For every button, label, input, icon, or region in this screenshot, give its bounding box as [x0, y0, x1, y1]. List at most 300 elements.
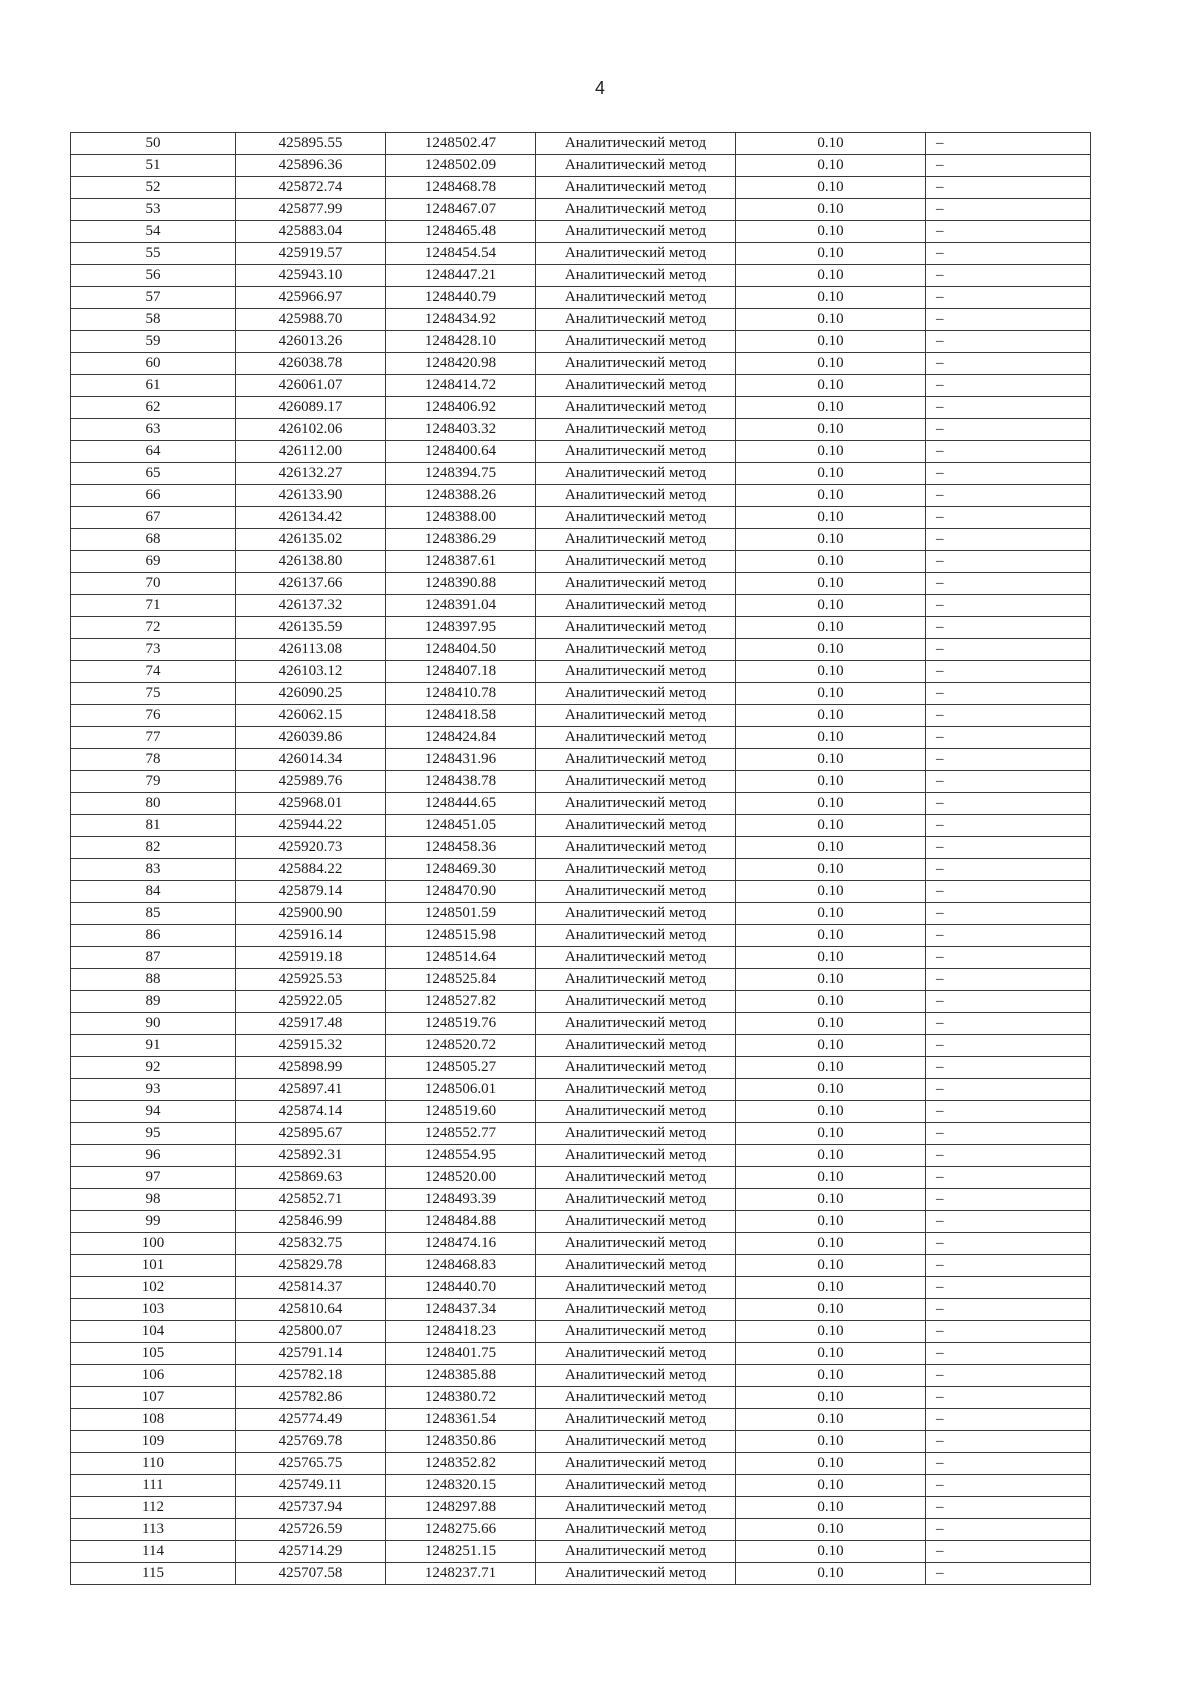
accuracy-cell: 0.10	[736, 815, 926, 837]
method-cell: Аналитический метод	[536, 1035, 736, 1057]
accuracy-cell: 0.10	[736, 705, 926, 727]
point-number-cell: 86	[71, 925, 236, 947]
table-row	[71, 199, 1091, 221]
point-number-cell: 88	[71, 969, 236, 991]
x-coordinate-cell: 426132.27	[236, 463, 386, 485]
note-cell: –	[926, 133, 1091, 155]
accuracy-cell: 0.10	[736, 1145, 926, 1167]
method-cell: Аналитический метод	[536, 463, 736, 485]
x-coordinate-cell: 425917.48	[236, 1013, 386, 1035]
point-number-cell: 68	[71, 529, 236, 551]
table-row	[71, 859, 1091, 881]
y-coordinate-cell: 1248447.21	[386, 265, 536, 287]
x-coordinate-cell: 425726.59	[236, 1519, 386, 1541]
y-coordinate-cell: 1248428.10	[386, 331, 536, 353]
y-coordinate-cell: 1248434.92	[386, 309, 536, 331]
note-cell: –	[926, 595, 1091, 617]
x-coordinate-cell: 425896.36	[236, 155, 386, 177]
method-cell: Аналитический метод	[536, 573, 736, 595]
accuracy-cell: 0.10	[736, 507, 926, 529]
x-coordinate-cell: 426061.07	[236, 375, 386, 397]
x-coordinate-cell: 425769.78	[236, 1431, 386, 1453]
accuracy-cell: 0.10	[736, 573, 926, 595]
point-number-cell: 52	[71, 177, 236, 199]
table-row	[71, 419, 1091, 441]
method-cell: Аналитический метод	[536, 441, 736, 463]
table-row	[71, 1321, 1091, 1343]
x-coordinate-cell: 426013.26	[236, 331, 386, 353]
note-cell: –	[926, 507, 1091, 529]
x-coordinate-cell: 425968.01	[236, 793, 386, 815]
accuracy-cell: 0.10	[736, 155, 926, 177]
table-row	[71, 1101, 1091, 1123]
method-cell: Аналитический метод	[536, 133, 736, 155]
method-cell: Аналитический метод	[536, 705, 736, 727]
x-coordinate-cell: 425707.58	[236, 1563, 386, 1585]
x-coordinate-cell: 425879.14	[236, 881, 386, 903]
accuracy-cell: 0.10	[736, 1189, 926, 1211]
x-coordinate-cell: 425846.99	[236, 1211, 386, 1233]
accuracy-cell: 0.10	[736, 441, 926, 463]
table-row	[71, 243, 1091, 265]
x-coordinate-cell: 425829.78	[236, 1255, 386, 1277]
note-cell: –	[926, 441, 1091, 463]
y-coordinate-cell: 1248519.60	[386, 1101, 536, 1123]
table-row	[71, 1057, 1091, 1079]
y-coordinate-cell: 1248352.82	[386, 1453, 536, 1475]
method-cell: Аналитический метод	[536, 1299, 736, 1321]
table-row	[71, 375, 1091, 397]
table-row	[71, 1365, 1091, 1387]
table-row	[71, 1387, 1091, 1409]
x-coordinate-cell: 425874.14	[236, 1101, 386, 1123]
method-cell: Аналитический метод	[536, 1013, 736, 1035]
x-coordinate-cell: 425900.90	[236, 903, 386, 925]
method-cell: Аналитический метод	[536, 1167, 736, 1189]
y-coordinate-cell: 1248469.30	[386, 859, 536, 881]
method-cell: Аналитический метод	[536, 529, 736, 551]
method-cell: Аналитический метод	[536, 859, 736, 881]
method-cell: Аналитический метод	[536, 353, 736, 375]
method-cell: Аналитический метод	[536, 1343, 736, 1365]
x-coordinate-cell: 425737.94	[236, 1497, 386, 1519]
x-coordinate-cell: 426039.86	[236, 727, 386, 749]
y-coordinate-cell: 1248454.54	[386, 243, 536, 265]
page-number: 4	[594, 78, 605, 98]
point-number-cell: 110	[71, 1453, 236, 1475]
x-coordinate-cell: 425714.29	[236, 1541, 386, 1563]
y-coordinate-cell: 1248386.29	[386, 529, 536, 551]
y-coordinate-cell: 1248554.95	[386, 1145, 536, 1167]
y-coordinate-cell: 1248400.64	[386, 441, 536, 463]
accuracy-cell: 0.10	[736, 1299, 926, 1321]
point-number-cell: 106	[71, 1365, 236, 1387]
point-number-cell: 103	[71, 1299, 236, 1321]
table-row	[71, 1343, 1091, 1365]
accuracy-cell: 0.10	[736, 419, 926, 441]
point-number-cell: 107	[71, 1387, 236, 1409]
y-coordinate-cell: 1248407.18	[386, 661, 536, 683]
point-number-cell: 69	[71, 551, 236, 573]
method-cell: Аналитический метод	[536, 287, 736, 309]
note-cell: –	[926, 221, 1091, 243]
point-number-cell: 76	[71, 705, 236, 727]
note-cell: –	[926, 947, 1091, 969]
table-row	[71, 837, 1091, 859]
point-number-cell: 101	[71, 1255, 236, 1277]
x-coordinate-cell: 426112.00	[236, 441, 386, 463]
x-coordinate-cell: 426137.32	[236, 595, 386, 617]
table-row	[71, 1079, 1091, 1101]
method-cell: Аналитический метод	[536, 1189, 736, 1211]
note-cell: –	[926, 1233, 1091, 1255]
point-number-cell: 54	[71, 221, 236, 243]
x-coordinate-cell: 425892.31	[236, 1145, 386, 1167]
x-coordinate-cell: 426133.90	[236, 485, 386, 507]
point-number-cell: 56	[71, 265, 236, 287]
method-cell: Аналитический метод	[536, 793, 736, 815]
note-cell: –	[926, 1563, 1091, 1585]
x-coordinate-cell: 425765.75	[236, 1453, 386, 1475]
note-cell: –	[926, 793, 1091, 815]
point-number-cell: 105	[71, 1343, 236, 1365]
accuracy-cell: 0.10	[736, 1563, 926, 1585]
y-coordinate-cell: 1248251.15	[386, 1541, 536, 1563]
method-cell: Аналитический метод	[536, 199, 736, 221]
accuracy-cell: 0.10	[736, 177, 926, 199]
note-cell: –	[926, 529, 1091, 551]
y-coordinate-cell: 1248388.00	[386, 507, 536, 529]
y-coordinate-cell: 1248237.71	[386, 1563, 536, 1585]
accuracy-cell: 0.10	[736, 991, 926, 1013]
y-coordinate-cell: 1248519.76	[386, 1013, 536, 1035]
note-cell: –	[926, 1475, 1091, 1497]
accuracy-cell: 0.10	[736, 1035, 926, 1057]
y-coordinate-cell: 1248420.98	[386, 353, 536, 375]
x-coordinate-cell: 425916.14	[236, 925, 386, 947]
method-cell: Аналитический метод	[536, 727, 736, 749]
y-coordinate-cell: 1248418.23	[386, 1321, 536, 1343]
point-number-cell: 93	[71, 1079, 236, 1101]
point-number-cell: 70	[71, 573, 236, 595]
method-cell: Аналитический метод	[536, 177, 736, 199]
x-coordinate-cell: 425832.75	[236, 1233, 386, 1255]
table-row	[71, 793, 1091, 815]
note-cell: –	[926, 375, 1091, 397]
y-coordinate-cell: 1248520.72	[386, 1035, 536, 1057]
table-row	[71, 705, 1091, 727]
x-coordinate-cell: 425782.86	[236, 1387, 386, 1409]
note-cell: –	[926, 177, 1091, 199]
y-coordinate-cell: 1248418.58	[386, 705, 536, 727]
point-number-cell: 111	[71, 1475, 236, 1497]
table-row	[71, 1409, 1091, 1431]
method-cell: Аналитический метод	[536, 947, 736, 969]
table-row	[71, 683, 1091, 705]
table-row	[71, 1277, 1091, 1299]
method-cell: Аналитический метод	[536, 815, 736, 837]
x-coordinate-cell: 425895.67	[236, 1123, 386, 1145]
x-coordinate-cell: 425877.99	[236, 199, 386, 221]
x-coordinate-cell: 426014.34	[236, 749, 386, 771]
x-coordinate-cell: 425915.32	[236, 1035, 386, 1057]
accuracy-cell: 0.10	[736, 1123, 926, 1145]
note-cell: –	[926, 419, 1091, 441]
table-row	[71, 331, 1091, 353]
y-coordinate-cell: 1248451.05	[386, 815, 536, 837]
point-number-cell: 61	[71, 375, 236, 397]
table-row	[71, 1123, 1091, 1145]
x-coordinate-cell: 425852.71	[236, 1189, 386, 1211]
table-row	[71, 177, 1091, 199]
method-cell: Аналитический метод	[536, 1431, 736, 1453]
table-row	[71, 1453, 1091, 1475]
accuracy-cell: 0.10	[736, 793, 926, 815]
accuracy-cell: 0.10	[736, 1013, 926, 1035]
method-cell: Аналитический метод	[536, 1453, 736, 1475]
x-coordinate-cell: 426062.15	[236, 705, 386, 727]
y-coordinate-cell: 1248493.39	[386, 1189, 536, 1211]
note-cell: –	[926, 1167, 1091, 1189]
note-cell: –	[926, 1211, 1091, 1233]
y-coordinate-cell: 1248440.70	[386, 1277, 536, 1299]
note-cell: –	[926, 353, 1091, 375]
coordinates-table	[70, 132, 1091, 1585]
y-coordinate-cell: 1248404.50	[386, 639, 536, 661]
table-row	[71, 573, 1091, 595]
point-number-cell: 96	[71, 1145, 236, 1167]
accuracy-cell: 0.10	[736, 1079, 926, 1101]
note-cell: –	[926, 771, 1091, 793]
table-row	[71, 991, 1091, 1013]
table-row	[71, 903, 1091, 925]
point-number-cell: 115	[71, 1563, 236, 1585]
point-number-cell: 89	[71, 991, 236, 1013]
accuracy-cell: 0.10	[736, 969, 926, 991]
accuracy-cell: 0.10	[736, 947, 926, 969]
accuracy-cell: 0.10	[736, 353, 926, 375]
method-cell: Аналитический метод	[536, 1277, 736, 1299]
accuracy-cell: 0.10	[736, 1475, 926, 1497]
table-row	[71, 1233, 1091, 1255]
table-row	[71, 1013, 1091, 1035]
y-coordinate-cell: 1248391.04	[386, 595, 536, 617]
accuracy-cell: 0.10	[736, 1167, 926, 1189]
accuracy-cell: 0.10	[736, 1409, 926, 1431]
accuracy-cell: 0.10	[736, 287, 926, 309]
note-cell: –	[926, 661, 1091, 683]
accuracy-cell: 0.10	[736, 331, 926, 353]
note-cell: –	[926, 1453, 1091, 1475]
y-coordinate-cell: 1248397.95	[386, 617, 536, 639]
method-cell: Аналитический метод	[536, 309, 736, 331]
x-coordinate-cell: 425869.63	[236, 1167, 386, 1189]
table-row	[71, 397, 1091, 419]
point-number-cell: 97	[71, 1167, 236, 1189]
note-cell: –	[926, 199, 1091, 221]
note-cell: –	[926, 683, 1091, 705]
table-row	[71, 1189, 1091, 1211]
y-coordinate-cell: 1248468.83	[386, 1255, 536, 1277]
table-row	[71, 287, 1091, 309]
method-cell: Аналитический метод	[536, 1541, 736, 1563]
table-row	[71, 749, 1091, 771]
table-row	[71, 1519, 1091, 1541]
method-cell: Аналитический метод	[536, 617, 736, 639]
y-coordinate-cell: 1248350.86	[386, 1431, 536, 1453]
y-coordinate-cell: 1248380.72	[386, 1387, 536, 1409]
table-row	[71, 1299, 1091, 1321]
point-number-cell: 60	[71, 353, 236, 375]
method-cell: Аналитический метод	[536, 1409, 736, 1431]
point-number-cell: 82	[71, 837, 236, 859]
note-cell: –	[926, 639, 1091, 661]
table-row	[71, 1035, 1091, 1057]
note-cell: –	[926, 1035, 1091, 1057]
y-coordinate-cell: 1248424.84	[386, 727, 536, 749]
note-cell: –	[926, 1101, 1091, 1123]
table-row	[71, 1563, 1091, 1585]
note-cell: –	[926, 1409, 1091, 1431]
note-cell: –	[926, 1079, 1091, 1101]
note-cell: –	[926, 1057, 1091, 1079]
x-coordinate-cell: 425872.74	[236, 177, 386, 199]
x-coordinate-cell: 425943.10	[236, 265, 386, 287]
method-cell: Аналитический метод	[536, 1519, 736, 1541]
y-coordinate-cell: 1248385.88	[386, 1365, 536, 1387]
table-row	[71, 507, 1091, 529]
x-coordinate-cell: 425944.22	[236, 815, 386, 837]
table-row	[71, 265, 1091, 287]
point-number-cell: 51	[71, 155, 236, 177]
table-row	[71, 727, 1091, 749]
method-cell: Аналитический метод	[536, 595, 736, 617]
x-coordinate-cell: 425925.53	[236, 969, 386, 991]
y-coordinate-cell: 1248390.88	[386, 573, 536, 595]
note-cell: –	[926, 617, 1091, 639]
x-coordinate-cell: 426138.80	[236, 551, 386, 573]
point-number-cell: 99	[71, 1211, 236, 1233]
method-cell: Аналитический метод	[536, 1123, 736, 1145]
table-row	[71, 1211, 1091, 1233]
accuracy-cell: 0.10	[736, 903, 926, 925]
y-coordinate-cell: 1248275.66	[386, 1519, 536, 1541]
point-number-cell: 98	[71, 1189, 236, 1211]
point-number-cell: 84	[71, 881, 236, 903]
x-coordinate-cell: 426113.08	[236, 639, 386, 661]
y-coordinate-cell: 1248387.61	[386, 551, 536, 573]
table-row	[71, 551, 1091, 573]
note-cell: –	[926, 925, 1091, 947]
note-cell: –	[926, 1123, 1091, 1145]
note-cell: –	[926, 1145, 1091, 1167]
y-coordinate-cell: 1248474.16	[386, 1233, 536, 1255]
y-coordinate-cell: 1248440.79	[386, 287, 536, 309]
point-number-cell: 72	[71, 617, 236, 639]
x-coordinate-cell: 425782.18	[236, 1365, 386, 1387]
method-cell: Аналитический метод	[536, 221, 736, 243]
accuracy-cell: 0.10	[736, 397, 926, 419]
table-row	[71, 221, 1091, 243]
accuracy-cell: 0.10	[736, 595, 926, 617]
y-coordinate-cell: 1248506.01	[386, 1079, 536, 1101]
accuracy-cell: 0.10	[736, 199, 926, 221]
accuracy-cell: 0.10	[736, 837, 926, 859]
point-number-cell: 83	[71, 859, 236, 881]
point-number-cell: 53	[71, 199, 236, 221]
x-coordinate-cell: 425920.73	[236, 837, 386, 859]
method-cell: Аналитический метод	[536, 265, 736, 287]
point-number-cell: 59	[71, 331, 236, 353]
accuracy-cell: 0.10	[736, 221, 926, 243]
point-number-cell: 64	[71, 441, 236, 463]
y-coordinate-cell: 1248520.00	[386, 1167, 536, 1189]
point-number-cell: 74	[71, 661, 236, 683]
point-number-cell: 58	[71, 309, 236, 331]
note-cell: –	[926, 1013, 1091, 1035]
x-coordinate-cell: 425919.57	[236, 243, 386, 265]
accuracy-cell: 0.10	[736, 617, 926, 639]
accuracy-cell: 0.10	[736, 551, 926, 573]
table-row	[71, 1255, 1091, 1277]
method-cell: Аналитический метод	[536, 661, 736, 683]
method-cell: Аналитический метод	[536, 1387, 736, 1409]
point-number-cell: 113	[71, 1519, 236, 1541]
point-number-cell: 80	[71, 793, 236, 815]
point-number-cell: 85	[71, 903, 236, 925]
accuracy-cell: 0.10	[736, 859, 926, 881]
note-cell: –	[926, 1343, 1091, 1365]
note-cell: –	[926, 331, 1091, 353]
y-coordinate-cell: 1248401.75	[386, 1343, 536, 1365]
accuracy-cell: 0.10	[736, 529, 926, 551]
point-number-cell: 87	[71, 947, 236, 969]
note-cell: –	[926, 287, 1091, 309]
table-row	[71, 1167, 1091, 1189]
table-row	[71, 1475, 1091, 1497]
table-row	[71, 881, 1091, 903]
y-coordinate-cell: 1248502.09	[386, 155, 536, 177]
y-coordinate-cell: 1248403.32	[386, 419, 536, 441]
y-coordinate-cell: 1248388.26	[386, 485, 536, 507]
note-cell: –	[926, 243, 1091, 265]
method-cell: Аналитический метод	[536, 1079, 736, 1101]
accuracy-cell: 0.10	[736, 1233, 926, 1255]
accuracy-cell: 0.10	[736, 1343, 926, 1365]
x-coordinate-cell: 425814.37	[236, 1277, 386, 1299]
y-coordinate-cell: 1248527.82	[386, 991, 536, 1013]
accuracy-cell: 0.10	[736, 1277, 926, 1299]
note-cell: –	[926, 815, 1091, 837]
accuracy-cell: 0.10	[736, 1519, 926, 1541]
point-number-cell: 55	[71, 243, 236, 265]
coordinates-table-body	[71, 133, 1091, 1585]
y-coordinate-cell: 1248458.36	[386, 837, 536, 859]
x-coordinate-cell: 425884.22	[236, 859, 386, 881]
y-coordinate-cell: 1248515.98	[386, 925, 536, 947]
x-coordinate-cell: 425919.18	[236, 947, 386, 969]
accuracy-cell: 0.10	[736, 375, 926, 397]
table-row	[71, 155, 1091, 177]
accuracy-cell: 0.10	[736, 925, 926, 947]
y-coordinate-cell: 1248470.90	[386, 881, 536, 903]
table-row	[71, 1541, 1091, 1563]
note-cell: –	[926, 265, 1091, 287]
method-cell: Аналитический метод	[536, 243, 736, 265]
point-number-cell: 104	[71, 1321, 236, 1343]
point-number-cell: 79	[71, 771, 236, 793]
note-cell: –	[926, 727, 1091, 749]
